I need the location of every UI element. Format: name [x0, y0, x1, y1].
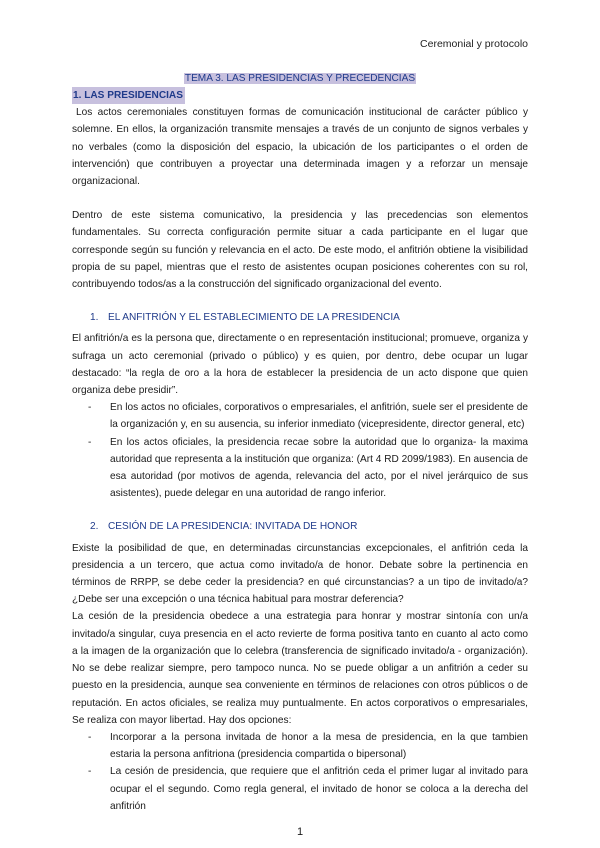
section-heading-row [72, 87, 528, 104]
section-heading: 1. LAS PRESIDENCIAS [72, 87, 185, 104]
paragraph-host: El anfitrión/a es la persona que, directamente o en representación institucional; promueve, organiza y sufraga un acto ceremonial (privado o público) y es quien, por dentro, debe ocupar un lugar destacado: “la regla de oro a la hora de establecer la presidencia de un acto dispone que quien organiza debe presidir”. [72, 333, 528, 397]
running-header: Ceremonial y protocolo [420, 38, 528, 50]
list-item: - En los actos oficiales, la presidencia recae sobre la autoridad que lo organiza- la maxima autoridad que representa a la institución que organiza: (Art 4 RD 2099/1983). En ausencia de esa autoridad (por motivos de agenda, relevancia del acto, por el nivel jerárquico de sus asistentes), puede delegar en una autoridad de rango inferior. [72, 434, 528, 503]
subheading-title: CESIÓN DE LA PRESIDENCIA: INVITADA DE HONOR [108, 521, 358, 533]
document-title: TEMA 3. LAS PRESIDENCIAS Y PRECEDENCIAS [184, 73, 416, 84]
cession-options-list [72, 729, 528, 815]
subheading-number: 2. [90, 521, 99, 533]
page-number: 1 [296, 826, 304, 838]
document-body [72, 70, 528, 815]
paragraph-gap [72, 502, 528, 512]
list-item: - La cesión de presidencia, que requiere que el anfitrión ceda el primer lugar al invitado para ocupar el el segundo. Como regla general, el invitado de honor se coloca a la derecha del anfitrión [72, 763, 528, 815]
list-item: - En los actos no oficiales, corporativos o empresariales, el anfitrión, suele ser el presidente de la organización y, en su ausencia, su inferior inmediato (vicepresidente, director general, etc) [72, 399, 528, 433]
subheading-title: EL ANFITRIÓN Y EL ESTABLECIMIENTO DE LA PRESIDENCIA [108, 312, 400, 324]
document-title-row [72, 70, 528, 87]
subheading-number: 1. [90, 312, 99, 324]
list-item: - Incorporar a la persona invitada de honor a la mesa de presidencia, en la que tambien estaria la persona anfitriona (presidencia compartida o bipersonal) [72, 729, 528, 763]
paragraph-cession-strategy: La cesión de la presidencia obedece a una estrategia para honrar y mostrar sintonía con un/a invitado/a singular, cuya presencia en el acto revierte de forma positiva tanto en cuanto al acto como a la imagen de la organización que lo celebra (transferencia de significado invitado/a - organización). No se debe realizar siempre, pero tampoco nunca. No se puede obligar a un anfitrión a ceder su puesto en la presidencia, aunque sea conveniente en términos de relaciones con otros públicos o de reputación. En actos oficiales, se realiza muy puntualmente. En actos corporativos o empresariales, Se realiza con mayor libertad. Hay dos opciones: [72, 611, 528, 726]
paragraph-gap [72, 190, 528, 207]
paragraph-gap [72, 293, 528, 303]
paragraph-cession-intro: Existe la posibilidad de que, en determinadas circunstancias excepcionales, el anfitrión ceda la presidencia a un tercero, que actua como invitado/a de honor. Debate sobre la pertinencia en términos de RRPP, se debe ceder la presidencia? en qué circunstancias? a un tipo de invitado/a? ¿Debe ser una excepción o una técnica habitual para mostrar deferencia? [72, 542, 528, 606]
paragraph-intro: Los actos ceremoniales constituyen formas de comunicación institucional de carácter público y solemne. En ellos, la organización transmite mensajes a través de un conjunto de signos verbales y no verbales (como la disposición del espacio, la ubicación de los participantes o el orden de intervención) que contribuyen a proyectar una determinada imagen y a reforzar un mensaje organizacional. [72, 107, 528, 188]
paragraph-system: Dentro de este sistema comunicativo, la presidencia y las precedencias son elementos fundamentales. Su correcta configuración permite situar a cada participante en el lugar que corresponde según su función y relevancia en el acto. De este modo, el anfitrión obtiene la visibilidad propia de su papel, mientras que el resto de asistentes ocupan posiciones coherentes con su rol, contribuyendo todos/as a la construcción del significado organizacional del evento. [72, 210, 528, 291]
subheading-host [90, 309, 528, 326]
host-list [72, 399, 528, 502]
subheading-cession [90, 518, 528, 535]
